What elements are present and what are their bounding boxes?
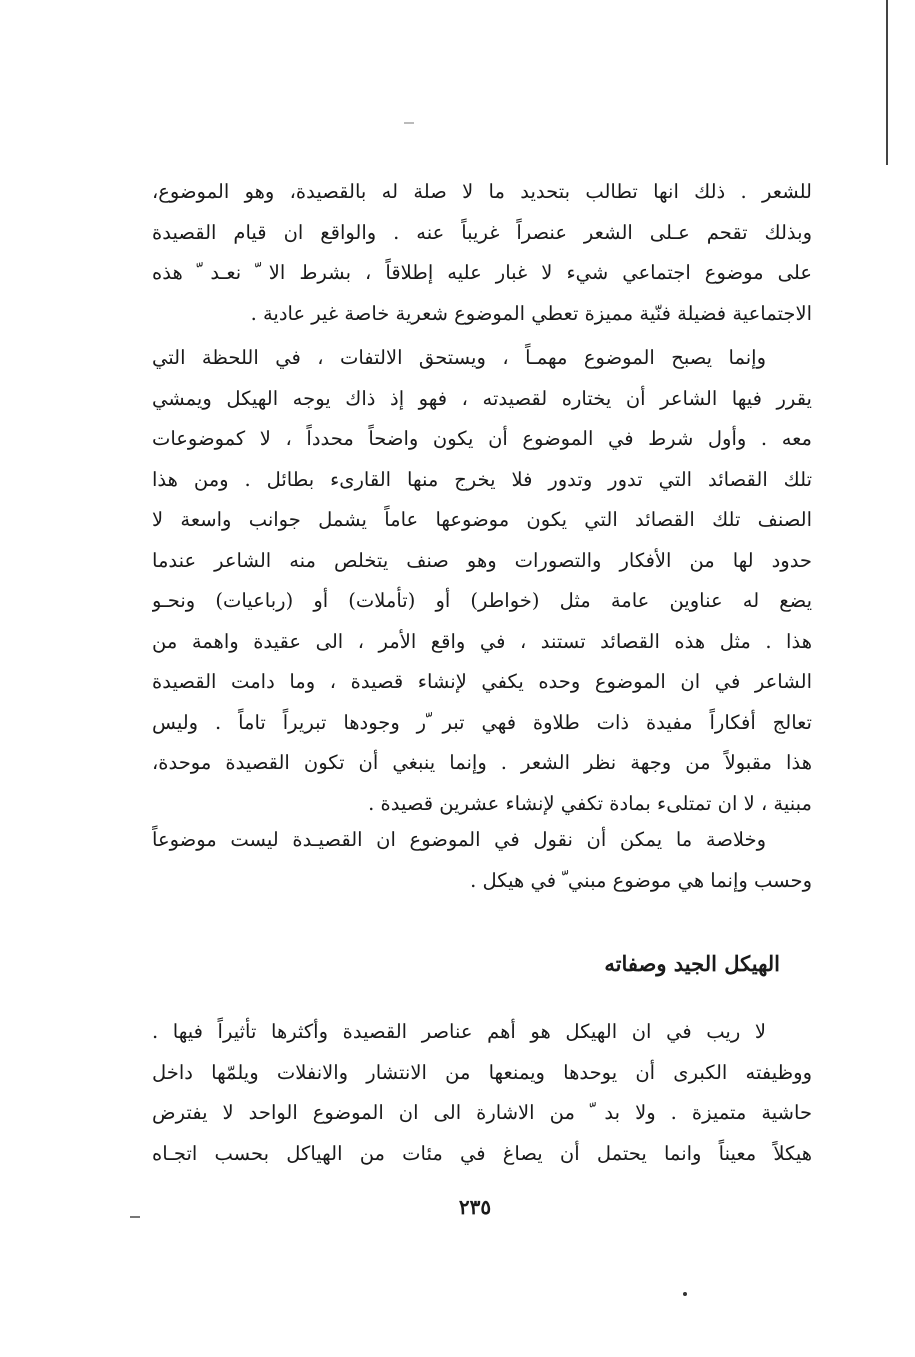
page-edge-line (886, 0, 888, 165)
paragraph-1 (152, 172, 812, 334)
text-line: هيكلاً معيناً وانما يحتمل أن يصاغ في مئات من الهياكل بحسب اتجـاه (152, 1141, 812, 1165)
text-line: تعالج أفكاراً مفيدة ذات طلاوة فهي تبر ّر وجودها تبريراً تاماً . وليس (152, 710, 812, 734)
paragraph-4 (152, 1012, 812, 1174)
paragraph-3 (152, 820, 812, 901)
text-line: تلك القصائد التي تدور وتدور فلا يخرج منها القارىء بطائل . ومن هذا (152, 467, 812, 491)
section-heading: الهيكل الجيد وصفاته (604, 951, 780, 976)
paragraph-2 (152, 338, 812, 824)
text-line: للشعر . ذلك انها تطالب بتحديد ما لا صلة له بالقصيدة، وهو الموضوع، (152, 180, 812, 203)
text-line: على موضوع اجتماعي شيء لا غبار عليه إطلاقاً ، بشرط الا ّ نعـد ّ هذه (152, 261, 812, 284)
text-line: يقرر فيها الشاعر أن يختاره لقصيدته ، فهو إذ ذاك يوجه الهيكل ويمشي (152, 386, 812, 410)
text-line: الاجتماعية فضيلة فنّية مميزة تعطي الموضوع شعرية خاصة غير عادية . (250, 301, 812, 325)
text-line: لا ريب في ان الهيكل هو أهم عناصر القصيدة وأكثرها تأثيراً فيها . (152, 1020, 766, 1043)
text-line: حدود لها من الأفكار والتصورات وهو صنف يتخلص منه الشاعر عندما (152, 548, 812, 572)
text-line: ووظيفته الكبرى أن يوحدها ويمنعها من الانتشار والانفلات ويلمّها داخل (152, 1060, 812, 1084)
text-line: وبذلك تقحم عـلى الشعر عنصراً غريباً عنه . والواقع ان قيام القصيدة (152, 220, 812, 244)
text-line: هذا . مثل هذه القصائد تستند ، في واقع الأمر ، الى عقيدة واهمة من (152, 629, 812, 653)
text-line: حاشية متميزة . ولا بد ّ من الاشارة الى ان الموضوع الواحد لا يفترض (152, 1101, 812, 1124)
text-line: وخلاصة ما يمكن أن نقول في الموضوع ان القصيـدة ليست موضوعاً (152, 828, 766, 851)
text-line: وحسب وإنما هي موضوع مبني ّ في هيكل . (470, 868, 812, 892)
scan-dot (683, 1292, 687, 1296)
text-line: معه . وأول شرط في الموضوع أن يكون واضحاً محدداً ، لا كموضوعات (152, 427, 812, 450)
text-line: الشاعر في ان الموضوع وحده يكفي لإنشاء قصيدة ، وما دامت القصيدة (152, 670, 812, 693)
text-line: مبنية ، لا ان تمتلىء بمادة تكفي لإنشاء عشرين قصيدة . (368, 791, 812, 815)
page-number: ٢٣٥ (458, 1195, 492, 1219)
scan-mark-top (404, 122, 414, 124)
text-line: يضع له عناوين عامة مثل (خواطر) أو (تأملات) أو (رباعيات) ونحـو (152, 589, 812, 612)
text-line: هذا مقبولاً من وجهة نظر الشعر . وإنما ينبغي أن تكون القصيدة موحدة، (152, 751, 812, 774)
text-line: الصنف تلك القصائد التي يكون موضوعها عاماً يشمل جوانب واسعة لا (152, 508, 812, 531)
text-line: وإنما يصبح الموضوع مهمـاً ، ويستحق الالتفات ، في اللحظة التي (152, 346, 766, 369)
scan-mark-left (130, 1216, 140, 1218)
